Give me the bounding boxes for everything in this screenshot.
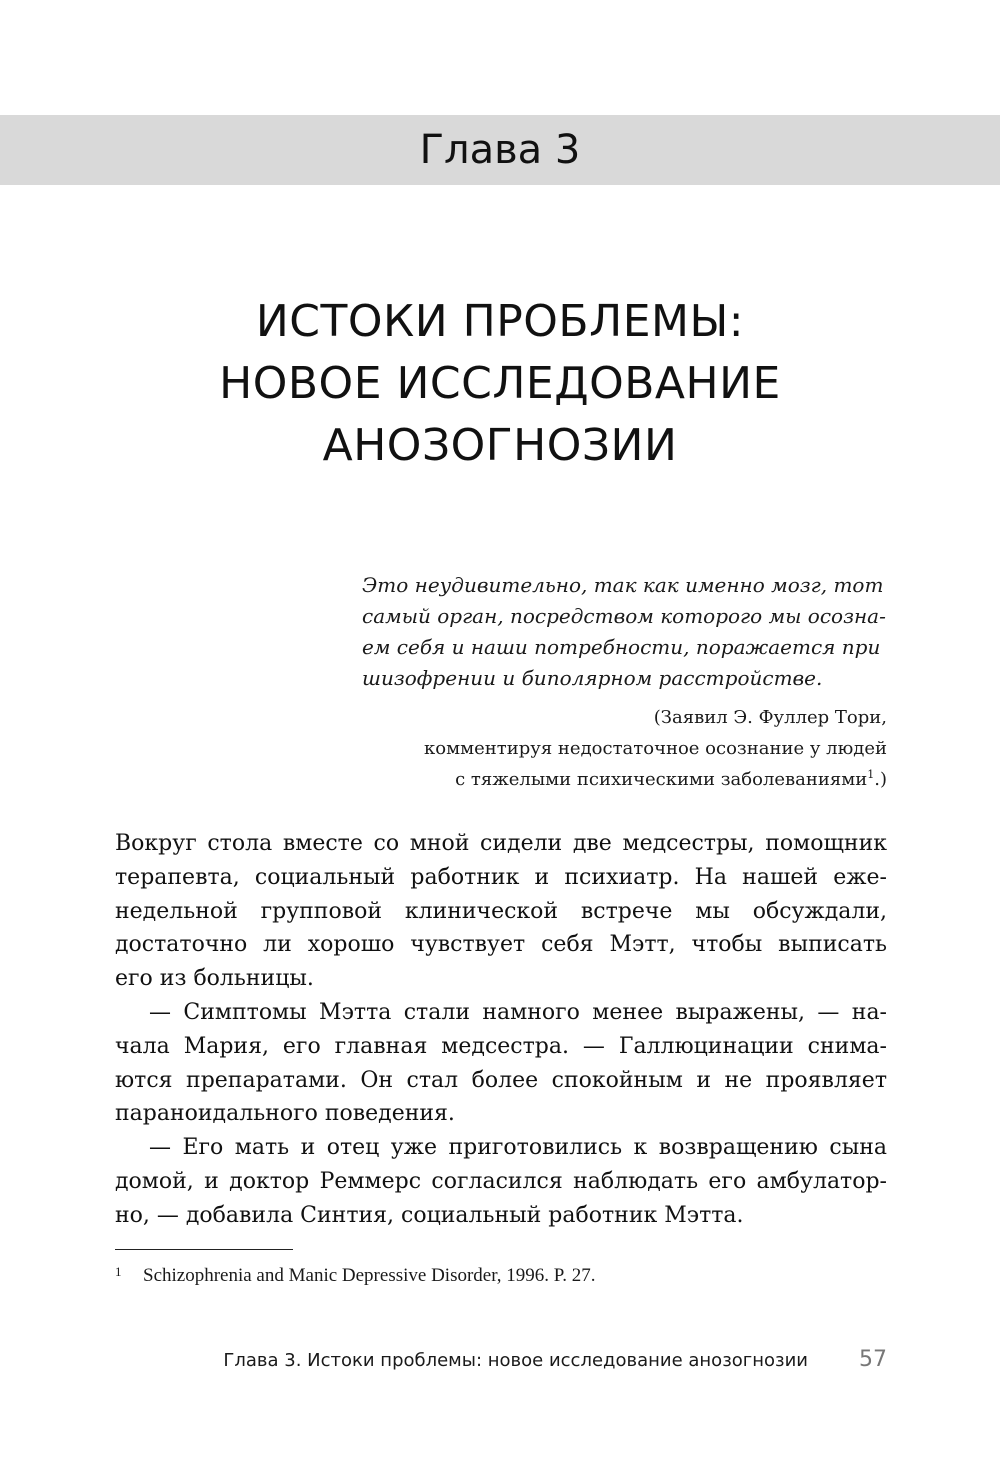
footnote-mark: 1 [115, 1264, 122, 1279]
chapter-title-line-2: НОВОЕ ИССЛЕДОВАНИЕ [219, 358, 781, 409]
epigraph-quote-line: Это неудивительно, так как именно мозг, тот [362, 573, 884, 597]
page-number: 57 [859, 1347, 887, 1372]
chapter-title-line-1: ИСТОКИ ПРОБЛЕМЫ: [255, 296, 745, 347]
epigraph-attribution-last [362, 764, 887, 795]
epigraph-attribution-line: комментируя недостаточное осознание у людей [424, 738, 887, 759]
body-line: недельной групповой клинической встрече мы обсуждали, [115, 898, 887, 924]
epigraph-quote-line: ем себя и наши потребности, поражается при [362, 635, 881, 659]
footnote-text: Schizophrenia and Manic Depressive Disorder, 1996. P. 27. [143, 1265, 596, 1286]
epigraph-quote-line: самый орган, посредством которого мы осозна- [362, 604, 886, 628]
body-line: чала Мария, его главная медсестра. — Галлюцинации снима- [115, 1033, 887, 1059]
body-line: но, — добавила Синтия, социальный работник Мэтта. [115, 1202, 744, 1228]
epigraph [362, 570, 887, 795]
body-text [115, 827, 887, 1233]
body-line: — Симптомы Мэтта стали намного менее выражены, — на- [149, 999, 887, 1025]
epigraph-attribution-text: с тяжелыми психическими заболеваниями [455, 769, 868, 790]
body-line: — Его мать и отец уже приготовились к возвращению сына [149, 1135, 887, 1161]
body-line: терапевта, социальный работник и психиатр. На нашей еже- [115, 864, 887, 890]
epigraph-attribution-line: (Заявил Э. Фуллер Тори, [653, 707, 887, 728]
body-line: Вокруг стола вместе со мной сидели две медсестры, помощник [115, 831, 887, 856]
footnote-divider [115, 1249, 293, 1250]
body-line: ются препаратами. Он стал более спокойным и не проявляет [115, 1067, 887, 1093]
body-line: достаточно ли хорошо чувствует себя Мэтт, чтобы выписать [115, 932, 887, 958]
epigraph-attribution-end: .) [874, 769, 887, 790]
footnote [115, 1263, 596, 1289]
footnote-reference[interactable]: 1 [867, 768, 875, 781]
running-footer: Глава 3. Истоки проблемы: новое исследование анозогнозии [223, 1350, 808, 1371]
body-line: параноидального поведения. [115, 1101, 455, 1127]
body-line: его из больницы. [115, 966, 314, 992]
body-line: домой, и доктор Реммерс согласился наблюдать его амбулатор- [115, 1168, 887, 1194]
chapter-label: Глава 3 [419, 127, 581, 173]
chapter-title-line-3: АНОЗОГНОЗИИ [322, 420, 678, 471]
epigraph-quote-line: шизофрении и биполярном расстройстве. [362, 666, 823, 690]
